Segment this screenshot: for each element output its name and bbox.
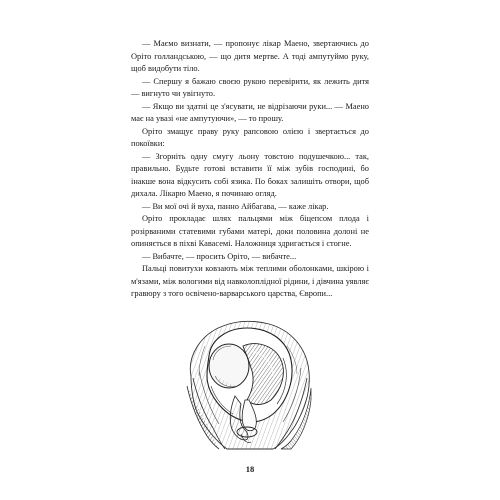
paragraph: — Якщо ви здатні це з'ясувати, не відрізаючи руки... — Маено має на увазі «не ампутуючи», — то прошу. — [131, 101, 369, 123]
paragraph: — Маємо визнати, — пропонує лікар Маено, звертаючись до Оріто голландською, — що дитя мертве. А тоді ампутуймо руку, щоб видобути тіло. — [131, 39, 369, 73]
anatomical-engraving-fetus-icon — [183, 316, 313, 450]
paragraph: — Вибачте, — просить Оріто, — вибачте... — [142, 251, 297, 261]
paragraph: — Спершу я бажаю своєю рукою перевірити, як лежить дитя — вигнуто чи увігнуто. — [131, 76, 369, 98]
paragraph: — Згорніть одну смугу льону товстою подушечкою... так, правильно. Будьте готові вставити її між зубів господині, бо інакше вона відкусить собі язика. По боках залишіть отвори, щоб дихала. Лікарю Маено, я починаю огляд. — [131, 151, 369, 198]
paragraph: Пальці повитухи ковзають між теплими оболонками, шкірою і м'язами, між вологими від навколоплідної рідини, і дівчина уявляє гравюру з того освічено-варварського царства, Європи... — [131, 264, 369, 298]
paragraph: — Ви мої очі й вуха, панно Айбагава, — каже лікар. — [142, 201, 329, 211]
page-number: 18 — [245, 464, 255, 474]
paragraph: Оріто змащує праву руку рапсовою олією і звертається до покоївки: — [131, 126, 369, 148]
paragraph: Оріто прокладає шлях пальцями між біцепсом плода і розірваними статевими губами матері, доки половина долоні не опиняється в піхві Кавасемі. Наложниця здригається і стогне. — [131, 214, 369, 248]
body-text — [131, 38, 369, 301]
